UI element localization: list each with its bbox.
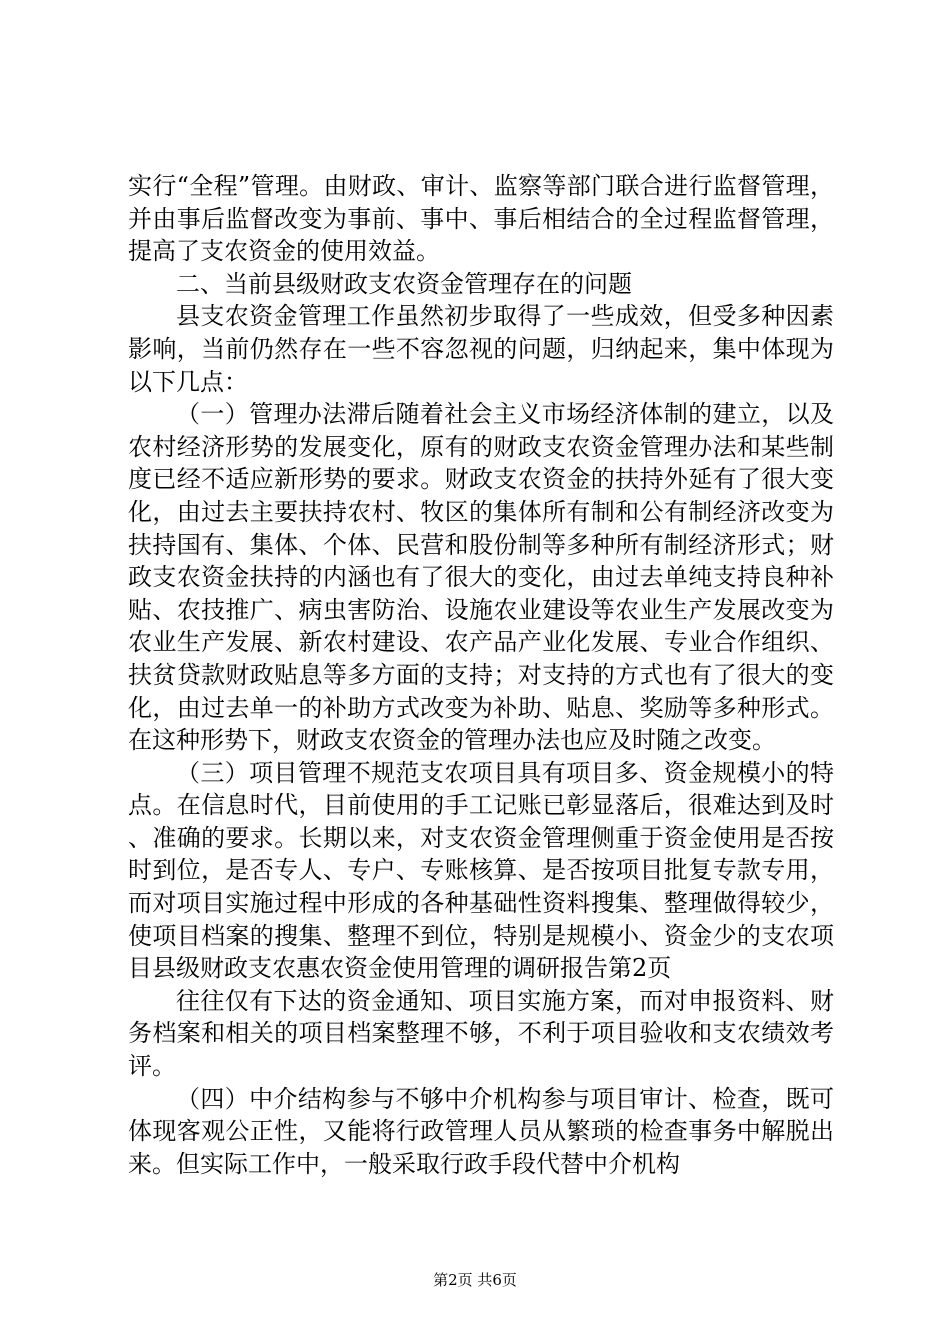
paragraph-item-3-continued: 往往仅有下达的资金通知、项目实施方案，而对申报资料、财务档案和相关的项目档案整理不够，不利于项目验收和支农绩效考评。 [128,986,834,1081]
paragraph-continuation: 实行“全程”管理。由财政、审计、监察等部门联合进行监督管理，并由事后监督改变为事前、事中、事后相结合的全过程监督管理，提高了支农资金的使用效益。 [128,172,834,266]
paragraph-intro: 县支农资金管理工作虽然初步取得了一些成效，但受多种因素影响，当前仍然存在一些不容忽视的问题，归纳起来，集中体现为以下几点： [128,302,834,396]
page-footer: 第2页 共6页 [433,1271,517,1289]
paragraph-item-4: （四）中介结构参与不够中介机构参与项目审计、检查，既可体现客观公正性，又能将行政管理人员从繁琐的检查事务中解脱出来。但实际工作中，一般采取行政手段代替中介机构 [128,1084,834,1178]
paragraph-item-3: （三）项目管理不规范支农项目具有项目多、资金规模小的特点。在信息时代，目前使用的手工记账已彰显落后，很难达到及时、准确的要求。长期以来，对支农资金管理侧重于资金使用是否按时到位，是否专人、专户、专账核算、是否按项目批复专款专用，而对项目实施过程中形成的各种基础性资料搜集、整理做得较少，使项目档案的搜集、整理不到位，特别是规模小、资金少的支农项目县级财政支农惠农资金使用管理的调研报告第2页 [128,758,834,983]
paragraph-item-1: （一）管理办法滞后随着社会主义市场经济体制的建立，以及农村经济形势的发展变化，原有的财政支农资金管理办法和某些制度已经不适应新形势的要求。财政支农资金的扶持外延有了很大变化，由过去主要扶持农村、牧区的集体所有制和公有制经济改变为扶持国有、集体、个体、民营和股份制等多种所有制经济形式；财政支农资金扶持的内涵也有了很大的变化，由过去单纯支持良种补贴、农技推广、病虫害防治、设施农业建设等农业生产发展改变为农业生产发展、新农村建设、农产品产业化发展、专业合作组织、扶贫贷款财政贴息等多方面的支持；对支持的方式也有了很大的变化，由过去单一的补助方式改变为补助、贴息、奖励等多种形式。在这种形势下，财政支农资金的管理办法也应及时随之改变。 [128,400,834,755]
document-body [128,170,834,1180]
section-heading: 二、当前县级财政支农资金管理存在的问题 [176,269,632,298]
